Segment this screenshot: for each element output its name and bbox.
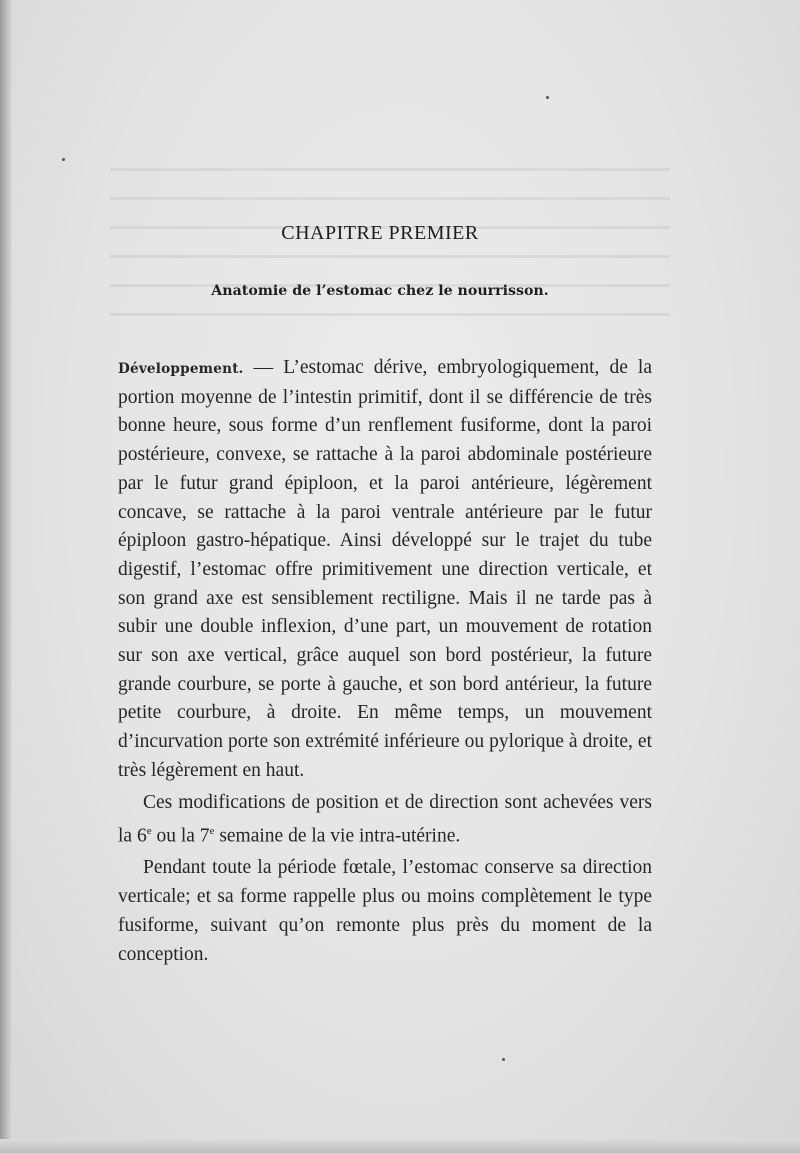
chapter-title: CHAPITRE PREMIER <box>281 222 479 244</box>
show-through-text <box>110 150 670 340</box>
paragraph-text-middle: ou la 7 <box>151 825 210 847</box>
speck <box>62 158 65 161</box>
speck <box>502 1058 505 1061</box>
paragraph-development <box>118 354 652 786</box>
paragraph-modifications <box>118 789 652 852</box>
section-title: Anatomie de l’estomac chez le nourrisson. <box>211 283 549 299</box>
ordinal-suffix: e <box>209 825 215 838</box>
paragraph-text-start: Ces modifications de position et de direction sont achevées vers la 6 <box>118 791 652 847</box>
run-in-heading: Développement. <box>118 361 244 377</box>
paragraph-text: Pendant toute la période fœtale, l’estomac conserve sa direction verticale; et sa forme rappelle plus ou moins complètement le type fusiforme, suivant qu’on remonte plus près du moment de la conception. <box>118 857 652 965</box>
paragraph-fetal-period <box>118 854 652 969</box>
paragraph-text: — L’estomac dérive, embryologiquement, de la portion moyenne de l’intestin primitif, dont il se différencie de très bonne heure, sous forme d’un renflement fusiforme, dont la paroi postérieure, convexe, se rattache à la paroi abdominale postérieure par le futur grand épiploon, et la paroi antérieure, légèrement concave, se rattache à la paroi ventrale antérieure par le futur épiploon gastro-hépatique. Ainsi développé sur le trajet du tube digestif, l’estomac offre primitivement une direction verticale, et son grand axe est sensiblement rectiligne. Mais il ne tarde pas à subir une double inflexion, d’une part, un mouvement de rotation sur son axe vertical, grâce auquel son bord postérieur, la future grande courbure, se porte à gauche, et son bord antérieur, la future petite courbure, à droite. En même temps, un mouvement d’incurvation porte son extrémité inférieure ou pylorique à droite, et très légèrement en haut. <box>118 357 652 781</box>
speck <box>546 96 549 99</box>
paragraph-text-end: semaine de la vie intra-utérine. <box>214 825 461 847</box>
page-binding-edge <box>0 0 12 1153</box>
page-bottom-edge <box>0 1139 800 1153</box>
ordinal-suffix: e <box>146 825 152 838</box>
body-text <box>118 354 652 969</box>
